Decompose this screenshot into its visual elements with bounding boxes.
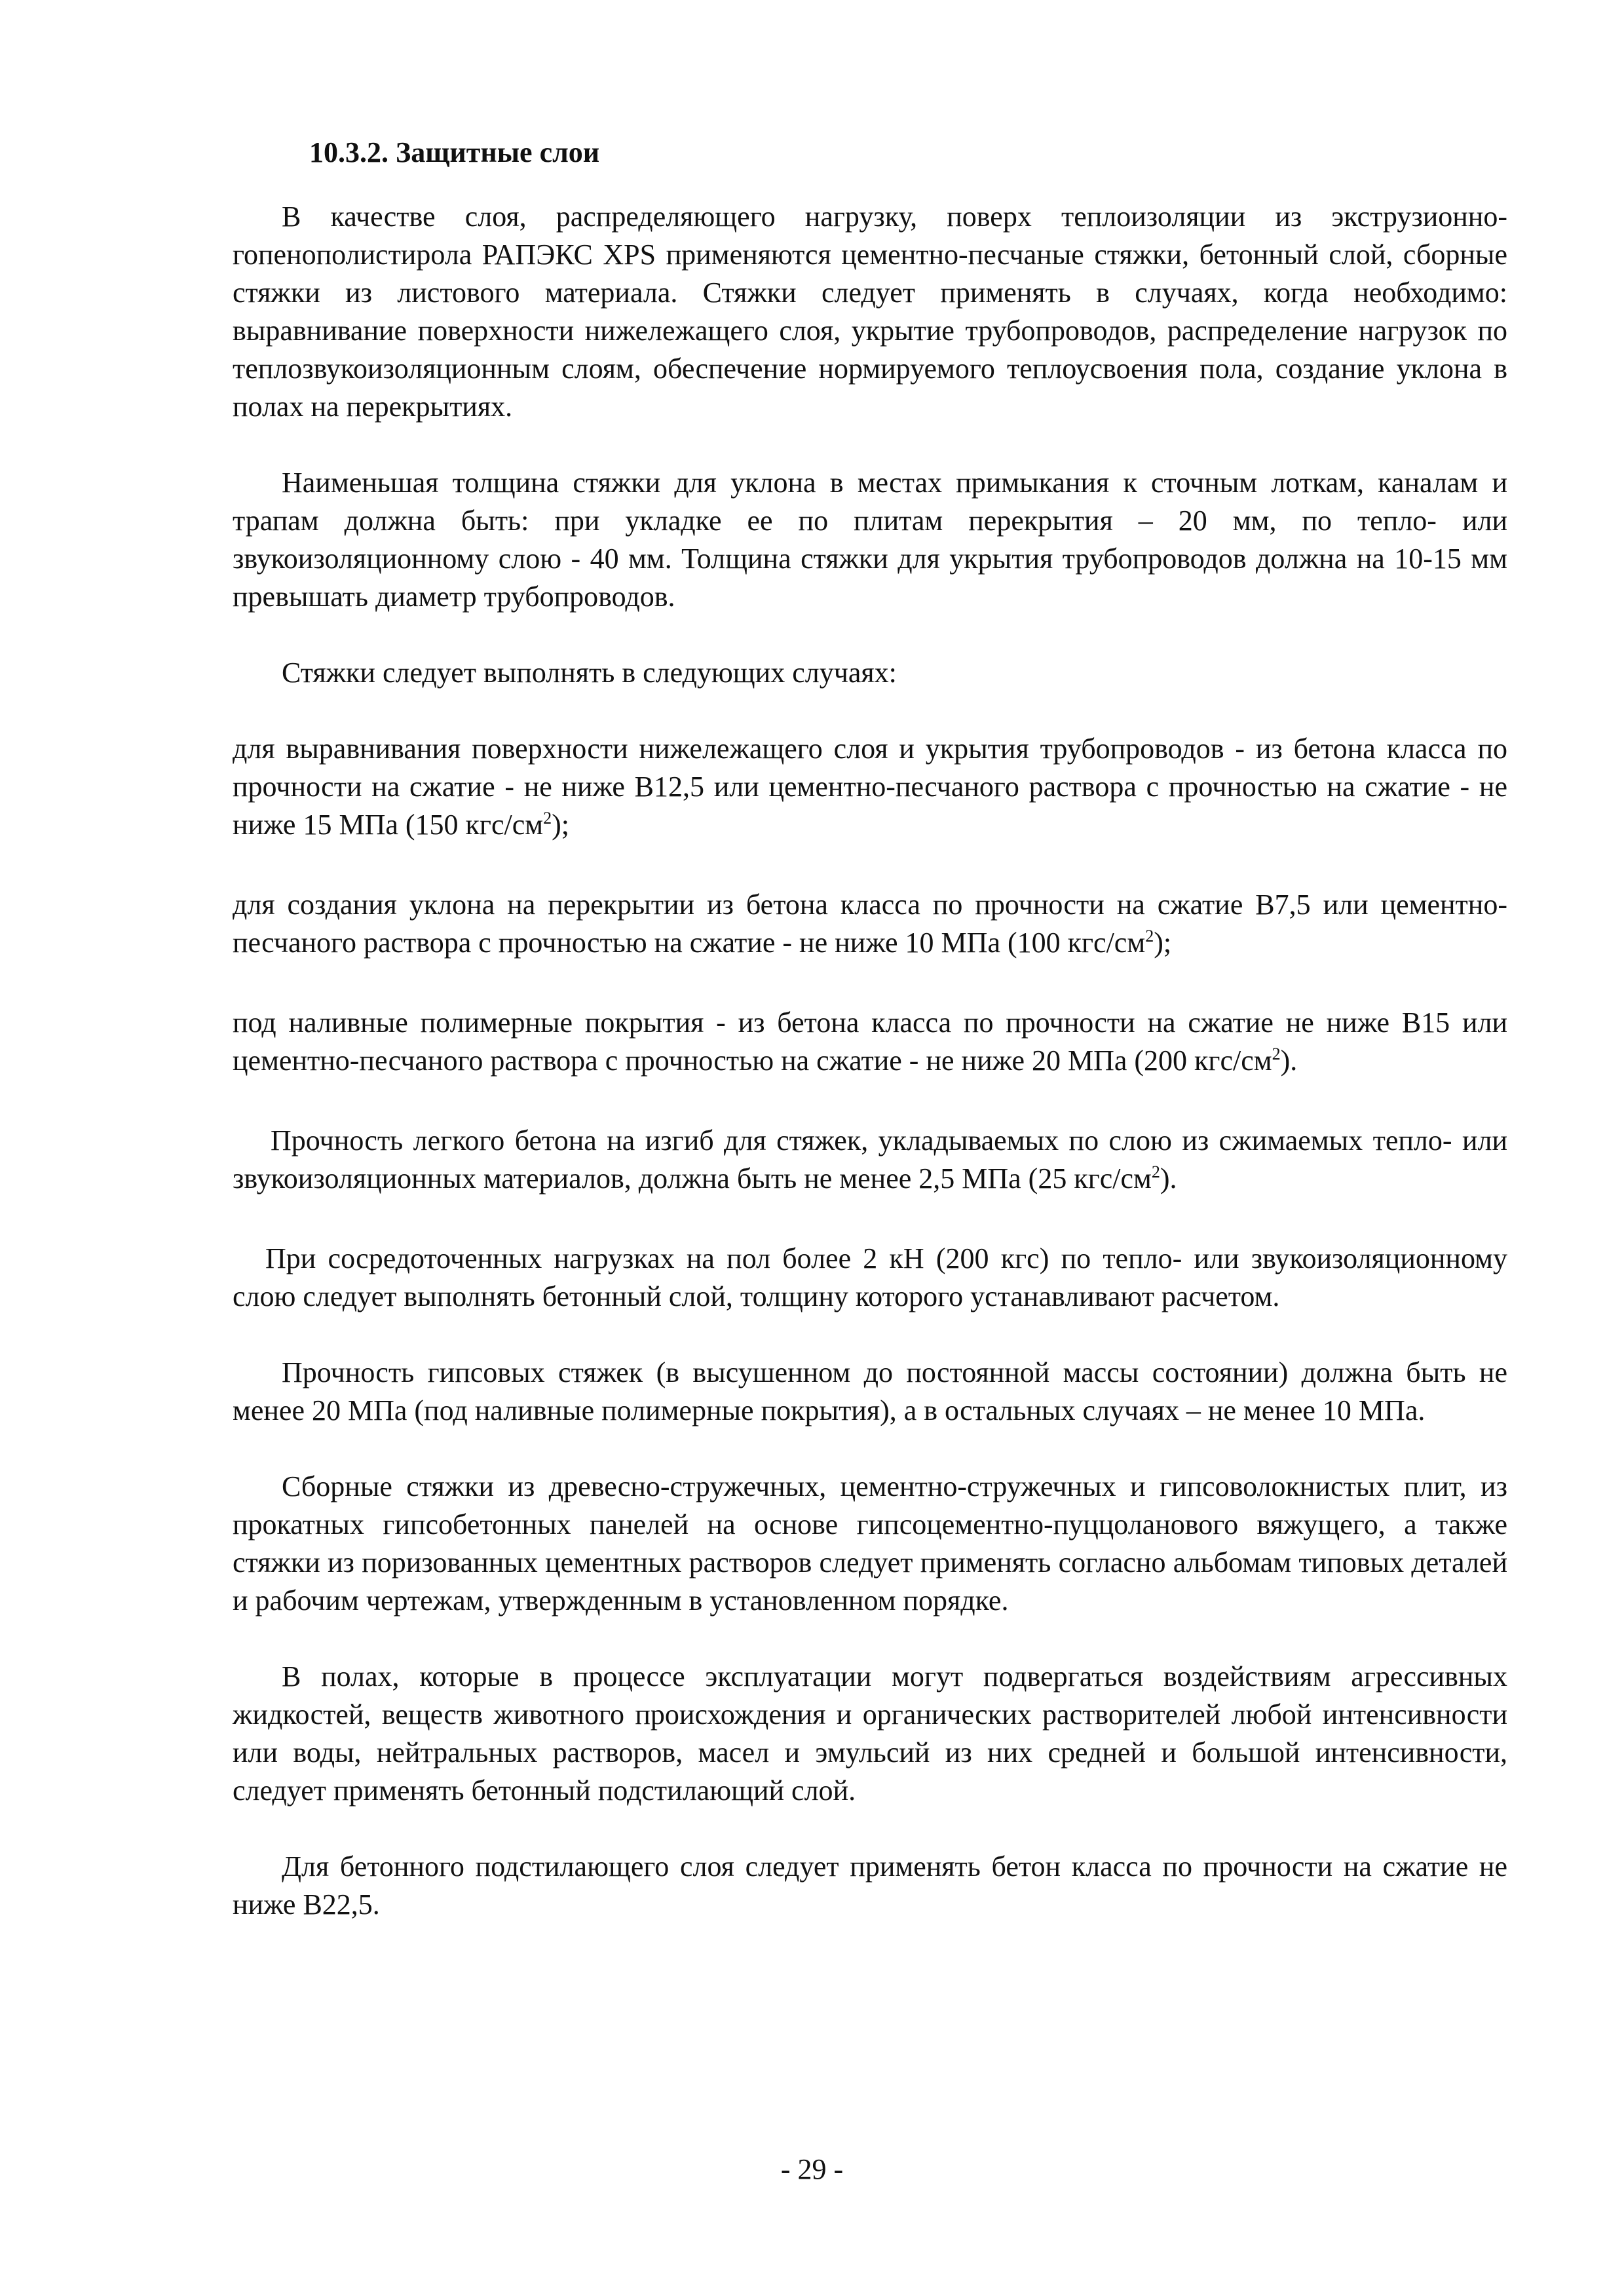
paragraph-minimum-thickness: Наименьшая толщина стяжки для уклона в местах примыкания к сточным лоткам, каналам и трапам должна быть: при укладке ее по плитам перекрытия – 20 мм, по тепло- или звукоизоляционному слою - 40 мм. Толщина стяжки для укрытия трубопроводов должна на 10-15 мм превышать диаметр трубопроводов. bbox=[233, 467, 1507, 613]
paragraph-text: ); bbox=[1154, 927, 1172, 959]
paragraph-concrete-class: Для бетонного подстилающего слоя следует применять бетон класса по прочности на сжатие не ниже В22,5. bbox=[233, 1850, 1507, 1921]
paragraph-case-leveling bbox=[233, 730, 1507, 848]
paragraph-concentrated-loads: При сосредоточенных нагрузках на пол более 2 кН (200 кгс) по тепло- или звукоизоляционному слою следует выполнять бетонный слой, толщину которого устанавливают расчетом. bbox=[233, 1242, 1507, 1312]
paragraph-text: ); bbox=[552, 809, 569, 841]
paragraph-text: Прочность легкого бетона на изгиб для стяжек, укладываемых по слою из сжимаемых тепло- или звукоизоляционных материалов, должна быть не менее 2,5 МПа (25 кгс/см bbox=[233, 1124, 1507, 1195]
paragraph-cases-intro: Стяжки следует выполнять в следующих случаях: bbox=[282, 657, 897, 689]
paragraph-text: под наливные полимерные покрытия - из бетона класса по прочности на сжатие не ниже В15 или цементно-песчаного раствора с прочностью на сжатие - не ниже 20 МПа (200 кгс/см bbox=[233, 1006, 1507, 1077]
page-number: - 29 - bbox=[780, 2153, 844, 2185]
paragraph-text: ). bbox=[1280, 1044, 1298, 1077]
paragraph-gypsum-screeds: Прочность гипсовых стяжек (в высушенном до постоянной массы состоянии) должна быть не менее 20 МПа (под наливные полимерные покрытия), а в остальных случаях – не менее 10 МПа. bbox=[233, 1356, 1507, 1426]
paragraph-text: для создания уклона на перекрытии из бетона класса по прочности на сжатие В7,5 или цементно-песчаного раствора с прочностью на сжатие - не ниже 10 МПа (100 кгс/см bbox=[233, 889, 1507, 959]
paragraph-case-polymer bbox=[233, 1004, 1507, 1084]
superscript: 2 bbox=[543, 809, 552, 828]
paragraph-lightweight-concrete bbox=[233, 1122, 1507, 1202]
paragraph-load-distribution: В качестве слоя, распределяющего нагрузку, поверх теплоизоляции из экструзионногопенополистирола РАПЭКС XPS применяются цементно-песчаные стяжки, бетонный слой, сборные стяжки из листового материала. Стяжки следует применять в случаях, когда необходимо: выравнивание поверхности нижележащего слоя, укрытие трубопроводов, распределение нагрузок по теплозвукоизоляционным слоям, обеспечение нормируемого теплоусвоения пола, создание уклона в полах на перекрытиях. bbox=[233, 201, 1507, 423]
paragraph-text: ). bbox=[1160, 1162, 1177, 1195]
superscript: 2 bbox=[1145, 927, 1154, 946]
paragraph-prefab-screeds: Сборные стяжки из древесно-стружечных, цементно-стружечных и гипсоволокнистых плит, из прокатных гипсобетонных панелей на основе гипсоцементно-пуццоланового вяжущего, а также стяжки из поризованных цементных растворов следует применять согласно альбомам типовых деталей и рабочим чертежам, утвержденным в установленном порядке. bbox=[233, 1470, 1507, 1617]
superscript: 2 bbox=[1151, 1162, 1160, 1181]
section-heading: 10.3.2. Защитные слои bbox=[309, 136, 600, 168]
paragraph-case-slope bbox=[233, 886, 1507, 966]
page-content bbox=[233, 131, 1507, 1924]
superscript: 2 bbox=[1272, 1044, 1281, 1063]
paragraph-text: для выравнивания поверхности нижележащего слоя и укрытия трубопроводов - из бетона класса по прочности на сжатие - не ниже В12,5 или цементно-песчаного раствора с прочностью на сжатие - не ниже 15 МПа (150 кгс/см bbox=[233, 733, 1507, 841]
paragraph-aggressive-liquids: В полах, которые в процессе эксплуатации могут подвергаться воздействиям агрессивных жидкостей, веществ животного происхождения и органических растворителей любой интенсивности или воды, нейтральных растворов, масел и эмульсий из них средней и большой интенсивности, следует применять бетонный подстилающий слой. bbox=[233, 1660, 1507, 1807]
